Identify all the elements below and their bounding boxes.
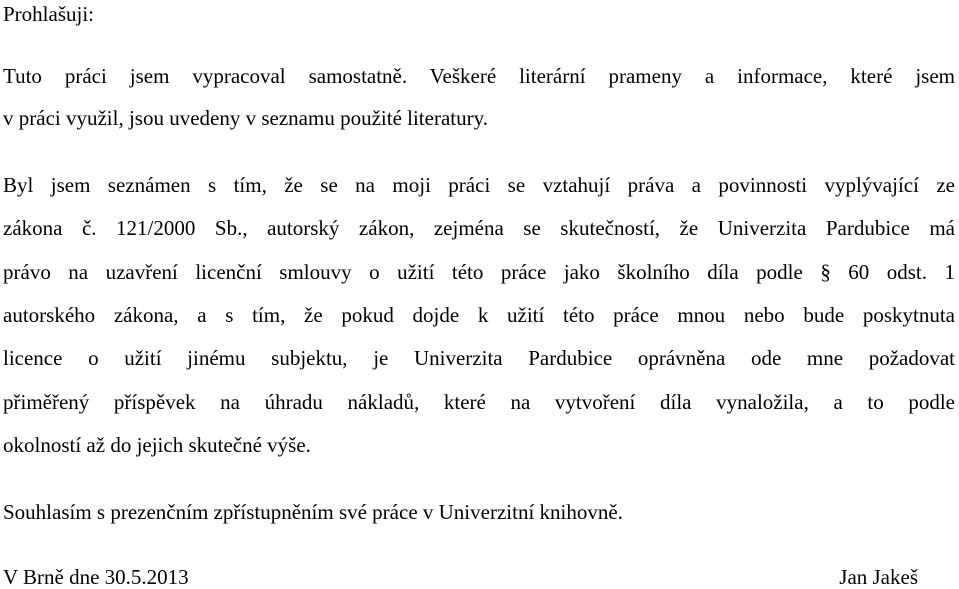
paragraph-2-line-6: přiměřený příspěvek na úhradu nákladů, které na vytvoření díla vynaložila, a to podle: [3, 390, 955, 414]
paragraph-2-line-2: zákona č. 121/2000 Sb., autorský zákon, zejména se skutečností, že Univerzita Pardubice má: [3, 216, 955, 240]
signature-name: Jan Jakeš: [839, 565, 918, 589]
paragraph-2-line-5: licence o užití jinému subjektu, je Univerzita Pardubice oprávněna ode mne požadovat: [3, 346, 955, 370]
paragraph-2-line-3: právo na uzavření licenční smlouvy o užití této práce jako školního díla podle § 60 odst. 1: [3, 260, 955, 284]
paragraph-2-line-1: Byl jsem seznámen s tím, že se na moji práci se vztahují práva a povinnosti vyplývající ze: [3, 173, 955, 197]
paragraph-1-line-2: v práci využil, jsou uvedeny v seznamu použité literatury.: [3, 106, 488, 130]
paragraph-1-line-1: Tuto práci jsem vypracoval samostatně. Veškeré literární prameny a informace, které jsem: [3, 64, 955, 88]
declaration-heading: Prohlašuji:: [3, 2, 95, 26]
consent-paragraph: Souhlasím s prezenčním zpřístupněním své práce v Univerzitní knihovně.: [3, 500, 623, 524]
signature-place-date: V Brně dne 30.5.2013: [3, 565, 189, 589]
paragraph-2-line-4: autorského zákona, a s tím, že pokud dojde k užití této práce mnou nebo bude poskytnuta: [3, 303, 955, 327]
paragraph-2-line-7: okolností až do jejich skutečné výše.: [3, 433, 311, 457]
